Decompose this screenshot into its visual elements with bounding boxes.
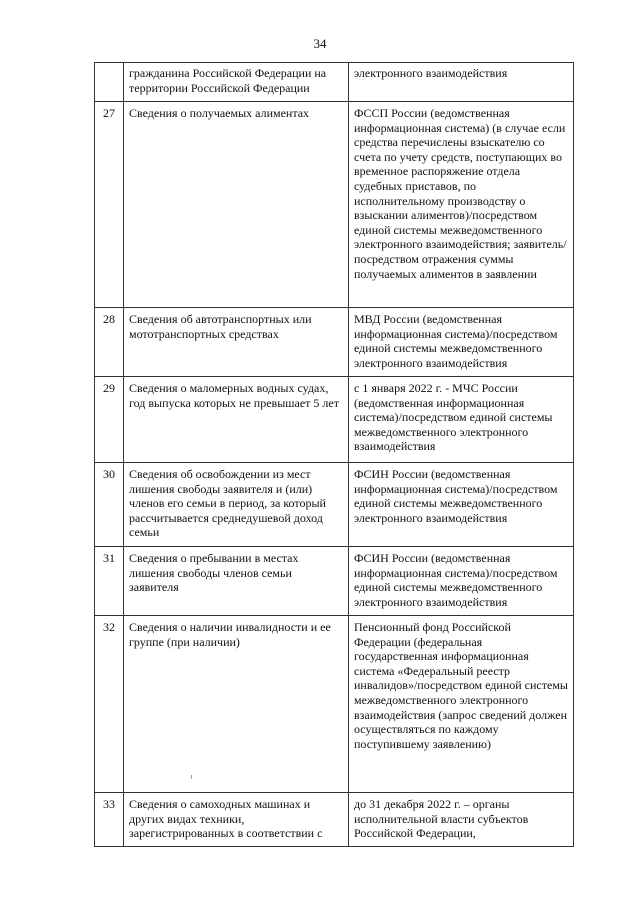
- information-source: ФСИН России (ведомственная информационная система)/посредством единой системы межведомственного электронного взаимодействия: [349, 463, 574, 547]
- row-number: 31: [95, 547, 124, 616]
- row-number: 27: [95, 102, 124, 308]
- information-source: ФСИН России (ведомственная информационная система)/посредством единой системы межведомственного электронного взаимодействия: [349, 547, 574, 616]
- row-number: 29: [95, 377, 124, 463]
- information-source: до 31 декабря 2022 г. – органы исполнительной власти субъектов Российской Федерации,: [349, 793, 574, 847]
- information-source: Пенсионный фонд Российской Федерации (федеральная государственная информационная система «Федеральный реестр инвалидов»/посредством единой системы межведомственного электронного взаимодействия (запрос сведений должен осуществляться по каждому поступившему заявлению): [349, 616, 574, 793]
- information-name: Сведения о наличии инвалидности и ее группе (при наличии): [124, 616, 349, 793]
- table-row: [95, 377, 574, 463]
- information-source: электронного взаимодействия: [349, 63, 574, 102]
- information-name: Сведения о маломерных водных судах, год выпуска которых не превышает 5 лет: [124, 377, 349, 463]
- table-row: [95, 616, 574, 793]
- table-row: [95, 793, 574, 847]
- table-row: [95, 308, 574, 377]
- information-source: с 1 января 2022 г. - МЧС России (ведомственная информационная система)/посредством единой системы межведомственного электронного взаимодействия: [349, 377, 574, 463]
- table-row: [95, 102, 574, 308]
- row-number: 32: [95, 616, 124, 793]
- information-name: гражданина Российской Федерации на территории Российской Федерации: [124, 63, 349, 102]
- row-number: 28: [95, 308, 124, 377]
- information-name: Сведения о пребывании в местах лишения свободы членов семьи заявителя: [124, 547, 349, 616]
- scan-mark: [191, 775, 192, 779]
- information-name: Сведения о получаемых алиментах: [124, 102, 349, 308]
- data-sources-table: [94, 62, 574, 847]
- table-row: [95, 63, 574, 102]
- row-number: 33: [95, 793, 124, 847]
- row-number: [95, 63, 124, 102]
- information-name: Сведения об автотранспортных или мототранспортных средствах: [124, 308, 349, 377]
- row-number: 30: [95, 463, 124, 547]
- page-number: 34: [313, 36, 327, 51]
- table-row: [95, 463, 574, 547]
- information-source: МВД России (ведомственная информационная система)/посредством единой системы межведомственного электронного взаимодействия: [349, 308, 574, 377]
- table-row: [95, 547, 574, 616]
- information-name: Сведения об освобождении из мест лишения свободы заявителя и (или) членов его семьи в период, за который рассчитывается среднедушевой доход семьи: [124, 463, 349, 547]
- information-source: ФССП России (ведомственная информационная система) (в случае если средства перечислены взыскателю со счета по учету средств, поступающих во временное распоряжение отдела судебных приставов, по исполнительному производству о взыскании алиментов)/посредством единой системы межведомственного электронного взаимодействия; заявитель/посредством отражения суммы получаемых алиментов в заявлении: [349, 102, 574, 308]
- information-name: Сведения о самоходных машинах и других видах техники, зарегистрированных в соответствии с: [124, 793, 349, 847]
